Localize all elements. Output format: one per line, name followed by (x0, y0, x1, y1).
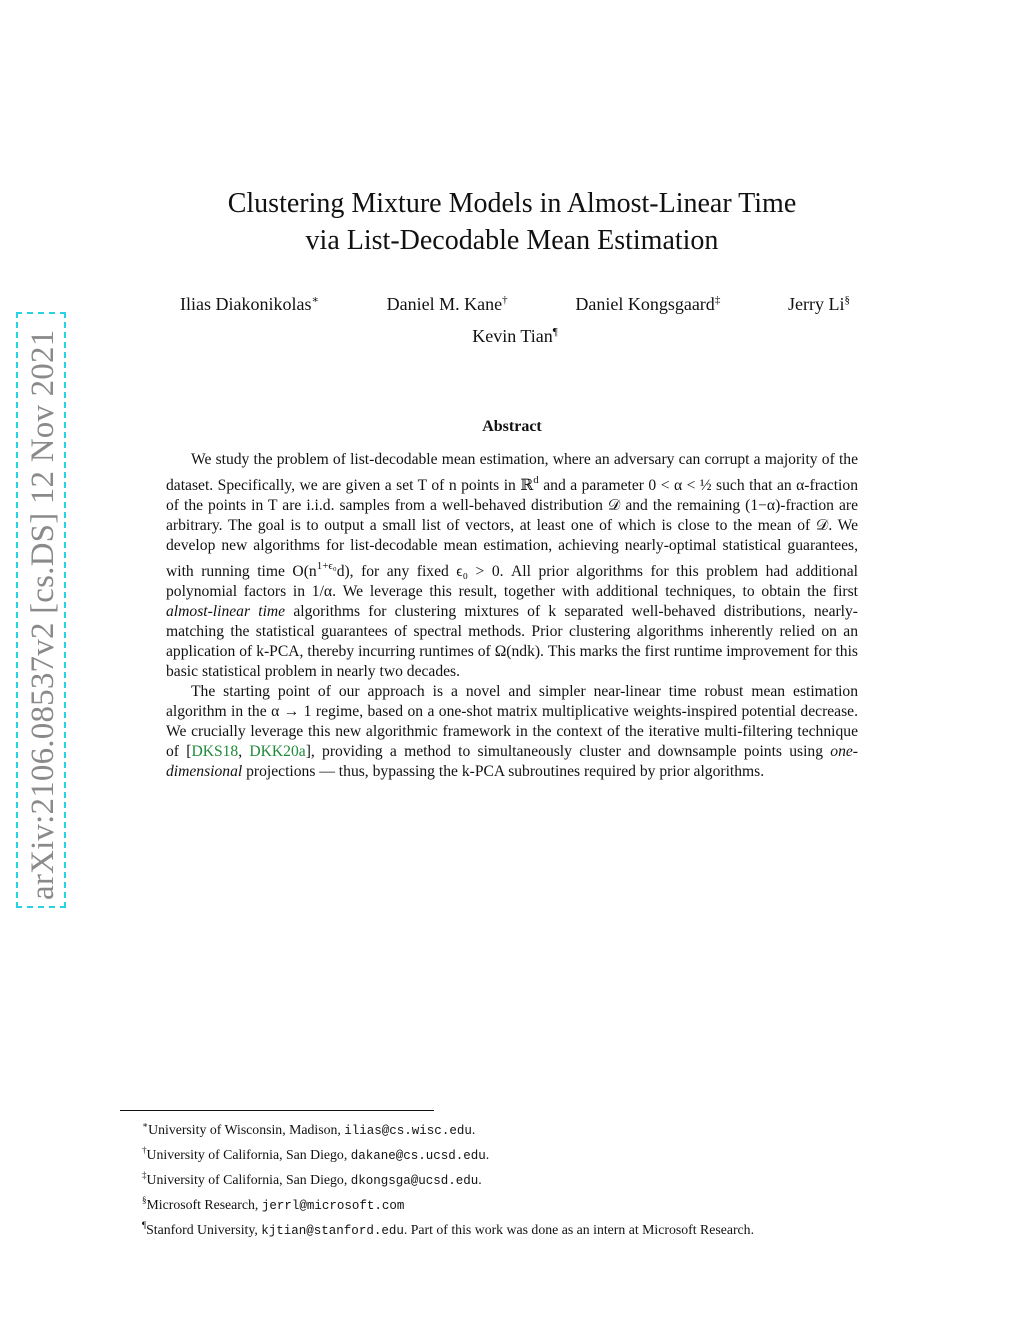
footnote-item: ∗University of Wisconsin, Madison, ilias@cs.wisc.edu. (142, 1120, 476, 1138)
email-address[interactable]: ilias@cs.wisc.edu (344, 1124, 472, 1138)
footnote-mark[interactable]: ∗ (311, 294, 319, 306)
author-row-2 (150, 319, 880, 351)
footnote-item: ‡University of California, San Diego, dkongsga@ucsd.edu. (142, 1170, 482, 1188)
author (472, 319, 558, 351)
footnote-item: ¶Stanford University, kjtian@stanford.edu. Part of this work was done as an intern at Microsoft Research. (142, 1220, 755, 1238)
title-line-2: via List-Decodable Mean Estimation (305, 225, 719, 256)
email-address[interactable]: dakane@cs.ucsd.edu (350, 1149, 486, 1163)
author (180, 287, 319, 319)
footnote-item: §Microsoft Research, jerrl@microsoft.com (142, 1195, 405, 1213)
author-name: Kevin Tian (472, 326, 553, 346)
footnote-mark[interactable]: ‡ (714, 294, 721, 306)
author-name: Daniel Kongsgaard (575, 294, 715, 314)
email-address[interactable]: jerrl@microsoft.com (261, 1199, 405, 1213)
footnote-mark[interactable]: ¶ (552, 326, 558, 338)
arxiv-identifier[interactable]: arXiv:2106.08537v2 [cs.DS] 12 Nov 2021 (25, 329, 61, 900)
abstract-paragraph-2: The starting point of our approach is a novel and simpler near-linear time robust mean estimation algorithm in the α → 1 regime, based on a one-shot matrix multiplicative weights-inspired potential decrease. We crucially leverage this new algorithmic framework in the context of the iterative multi-filtering technique of [DKS18, DKK20a], providing a method to simultaneously cluster and downsample points using one-dimensional projections — thus, bypassing the k-PCA subroutines required by prior algorithms. (166, 683, 858, 780)
footnote-divider (120, 1110, 434, 1111)
author-name: Jerry Li (788, 294, 845, 314)
author (788, 287, 850, 319)
footnote-mark[interactable]: § (844, 294, 850, 306)
author (575, 287, 720, 319)
citation-link[interactable]: DKS18 (191, 743, 239, 760)
footnote-item: †University of California, San Diego, dakane@cs.ucsd.edu. (142, 1145, 490, 1163)
author-name: Daniel M. Kane (386, 294, 503, 314)
author-name: Ilias Diakonikolas (180, 294, 312, 314)
author-list (150, 287, 880, 351)
paper-title (0, 185, 1024, 259)
email-address[interactable]: dkongsga@ucsd.edu (350, 1174, 479, 1188)
abstract-paragraph-1: We study the problem of list-decodable mean estimation, where an adversary can corrupt a majority of the dataset. Specifically, we are given a set T of n points in ℝ$^d$ and a parameter 0 < α < ½ such that an α-fraction of the points in T are i.i.d. samples from a well-behaved distribution 𝒟 and the remaining (1−α)-fraction are arbitrary. The goal is to output a small list of vectors, at least one of which is close to the mean of 𝒟. We develop new algorithms for list-decodable mean estimation, achieving nearly-optimal statistical guarantees, with running time $O(n^{1+\epsilon_0}d)$, for any fixed ϵ₀ > 0. All prior algorithms for this problem had additional polynomial factors in 1/α. We leverage this result, together with additional techniques, to obtain the first almost-linear time algorithms for clustering mixtures of k separated well-behaved distributions, nearly-matching the statistical guarantees of spectral methods. Prior clustering algorithms inherently relied on an application of k-PCA, thereby incurring runtimes of Ω(ndk). This marks the first runtime improvement for this basic statistical problem in nearly two decades. (166, 451, 858, 680)
citation-link[interactable]: DKK20a (249, 743, 306, 760)
title-line-1: Clustering Mixture Models in Almost-Linear Time (227, 188, 797, 219)
footnote-mark[interactable]: † (502, 294, 508, 306)
abstract-body (166, 450, 858, 782)
footnotes (142, 1116, 902, 1241)
abstract-heading: Abstract (482, 418, 542, 435)
author-row-1 (150, 287, 880, 319)
email-address[interactable]: kjtian@stanford.edu (261, 1224, 404, 1238)
author (387, 287, 508, 319)
